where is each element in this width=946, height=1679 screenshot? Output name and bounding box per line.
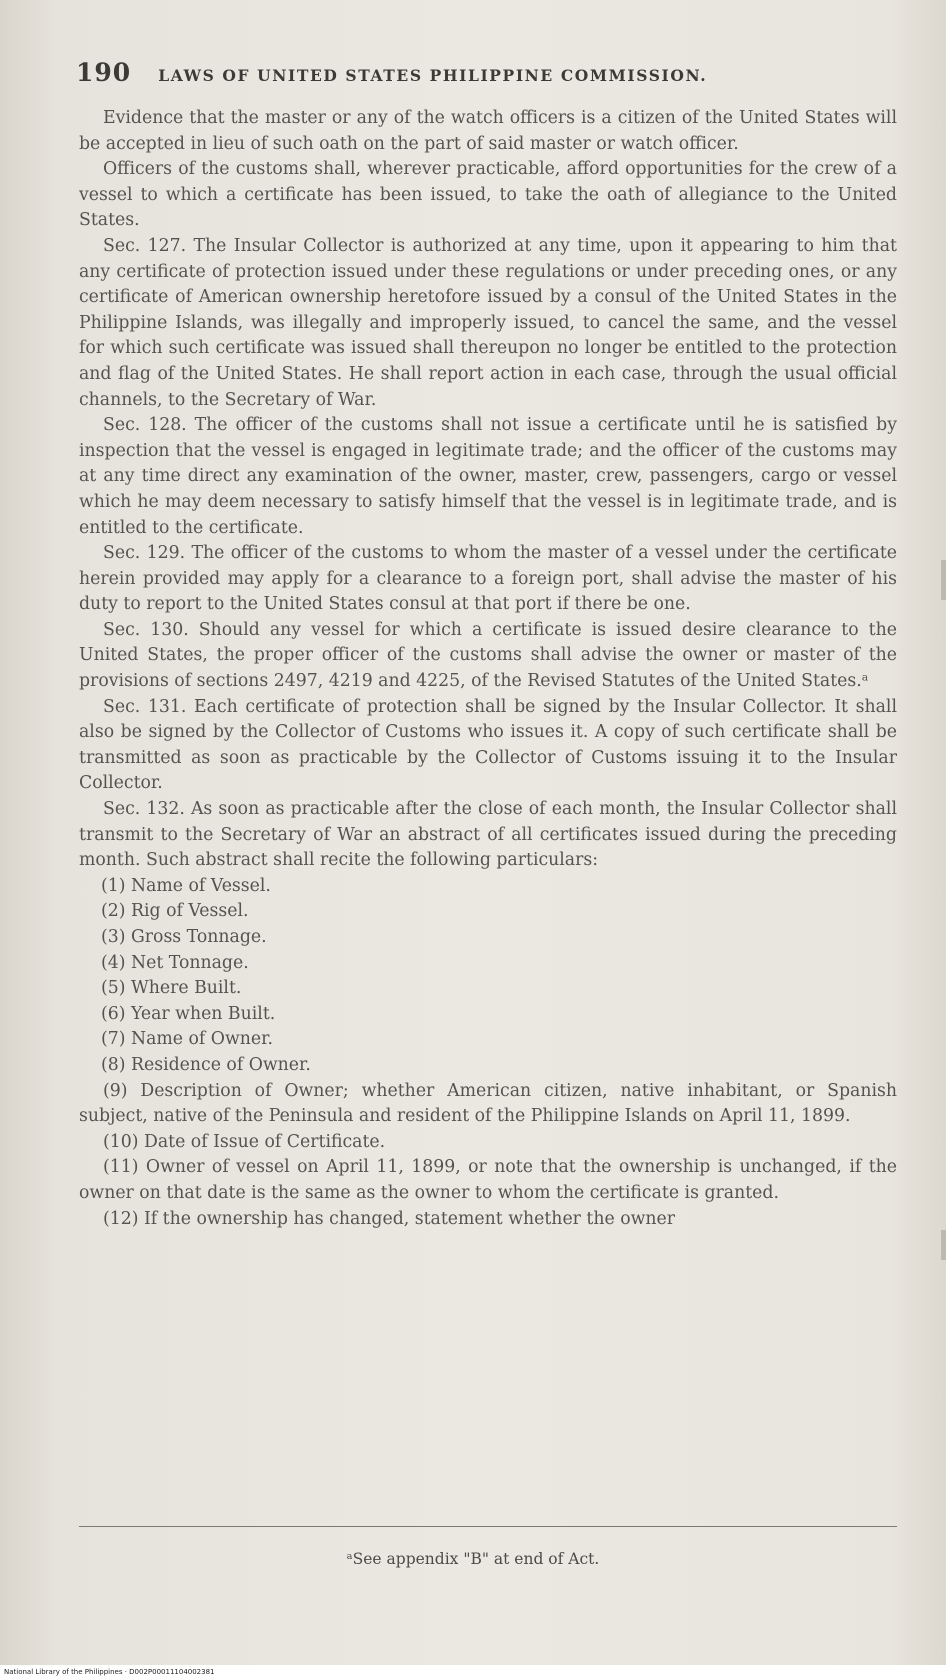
paragraph-sec-132: Sec. 132. As soon as practicable after the close of each month, the Insular Collector shall transmit to the Secretary of War an abstract of all certificates issued during the preceding month. Such abstract shall recite the following particulars: bbox=[79, 799, 897, 871]
list-item-paragraph: (10) Date of Issue of Certificate. bbox=[103, 1131, 386, 1152]
list-item: (8) Residence of Owner. bbox=[101, 1054, 311, 1075]
paragraph-sec-130: Sec. 130. Should any vessel for which a certificate is issued desire clearance to the United States, the proper officer of the customs shall advise the owner or master of the provisions of sections 2497, 4219 and 4225, of the Revised Statutes of the United States.ᵃ bbox=[79, 619, 897, 692]
list-item: (5) Where Built. bbox=[101, 978, 242, 999]
list-item: (1) Name of Vessel. bbox=[101, 875, 271, 896]
paragraph-sec-131: Sec. 131. Each certificate of protection shall be signed by the Insular Collector. It shall also be signed by the Collector of Customs who issues it. A copy of such certificate shall be transmitted as soon as practicable by the Collector of Customs issuing it to the Insular Collector. bbox=[79, 696, 897, 794]
page-edge-mark bbox=[941, 560, 946, 600]
list-item: (6) Year when Built. bbox=[101, 1003, 276, 1024]
paragraph-sec-127: Sec. 127. The Insular Collector is authorized at any time, upon it appearing to him that any certificate of protection issued under these regulations or under preceding ones, or any certificate of American ownership heretofore issued by a consul of the United States in the Philippine Islands, was illegally and improperly issued, to cancel the same, and the vessel for which such certificate was issued shall thereupon no longer be entitled to the protection and flag of the United States. He shall report action in each case, through the usual official channels, to the Secretary of War. bbox=[79, 235, 897, 410]
paragraph: Officers of the customs shall, wherever practicable, afford opportunities for the crew of a vessel to which a certificate has been issued, to take the oath of allegiance to the United States. bbox=[79, 159, 897, 231]
list-item-paragraph: (9) Description of Owner; whether American citizen, native inhabitant, or Spanish subject, native of the Peninsula and resident of the Philippine Islands on April 11, 1899. bbox=[79, 1080, 897, 1127]
footnote: ᵃSee appendix "B" at end of Act. bbox=[346, 1550, 600, 1568]
list-item: (4) Net Tonnage. bbox=[101, 952, 249, 973]
list-item: (7) Name of Owner. bbox=[101, 1029, 273, 1050]
paragraph: Evidence that the master or any of the watch officers is a citizen of the United States will be accepted in lieu of such oath on the part of said master or watch officer. bbox=[79, 108, 897, 154]
running-title: LAWS OF UNITED STATES PHILIPPINE COMMISSION. bbox=[158, 66, 708, 85]
footnote-divider bbox=[79, 1526, 897, 1527]
list-item-paragraph: (11) Owner of vessel on April 11, 1899, or note that the ownership is unchanged, if the owner on that date is the same as the owner to whom the certificate is granted. bbox=[79, 1157, 897, 1203]
running-header bbox=[76, 58, 886, 87]
paragraph-sec-128: Sec. 128. The officer of the customs shall not issue a certificate until he is satisfied by inspection that the vessel is engaged in legitimate trade; and the officer of the customs may at any time direct any examination of the owner, master, crew, passengers, cargo or vessel which he may deem necessary to satisfy himself that the vessel is in legitimate trade, and is entitled to the certificate. bbox=[79, 415, 897, 538]
list-item: (3) Gross Tonnage. bbox=[101, 927, 267, 947]
page-edge-mark bbox=[941, 1230, 946, 1260]
list-item: (2) Rig of Vessel. bbox=[101, 901, 249, 922]
list-item-paragraph: (12) If the ownership has changed, statement whether the owner bbox=[103, 1208, 676, 1229]
body-text bbox=[79, 106, 897, 1232]
paragraph-sec-129: Sec. 129. The officer of the customs to whom the master of a vessel under the certificate herein provided may apply for a clearance to a foreign port, shall advise the master of his duty to report to the United States consul at that port if there be one. bbox=[79, 543, 897, 615]
scan-credit: National Library of the Philippines · D002P00011104002381 bbox=[0, 1667, 219, 1677]
page-number: 190 bbox=[76, 58, 132, 87]
